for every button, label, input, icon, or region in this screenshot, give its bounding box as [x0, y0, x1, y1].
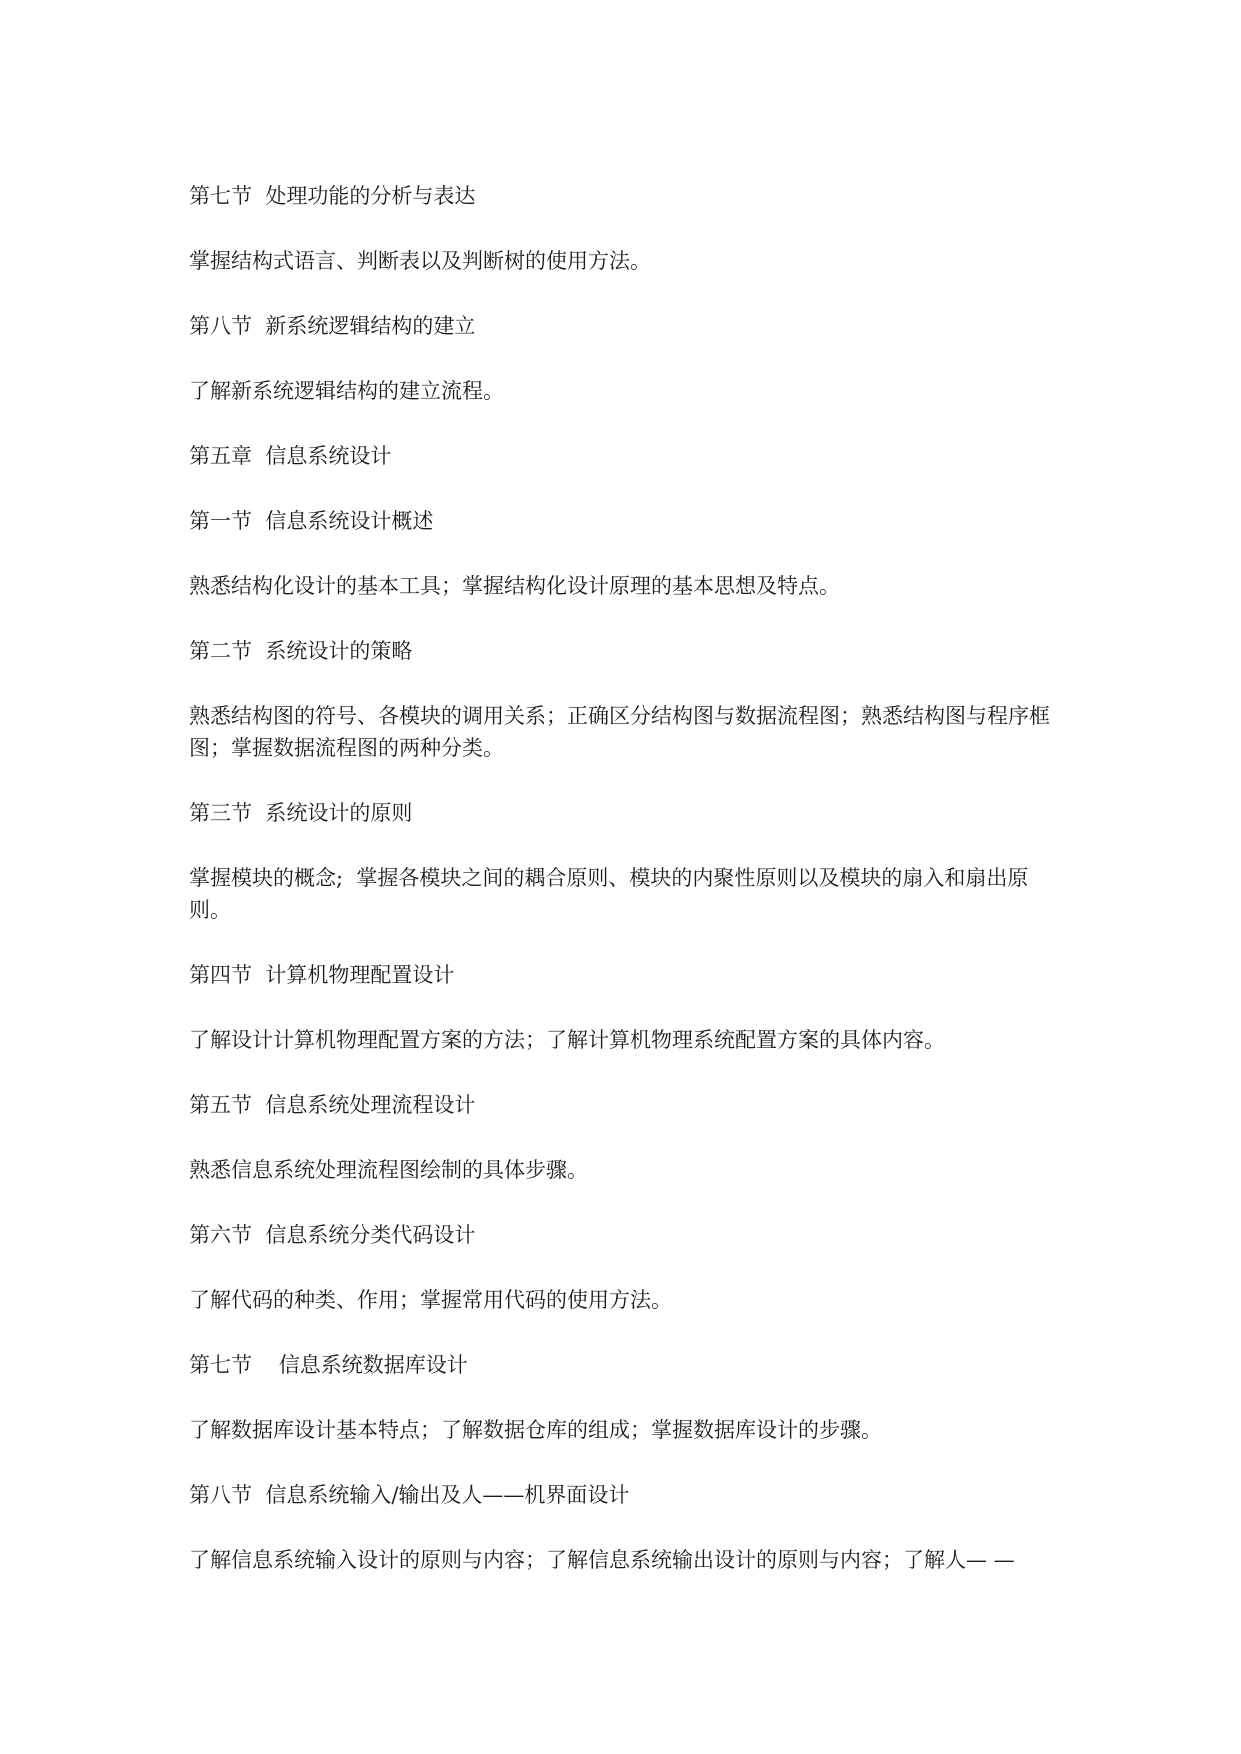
- section-heading: 第八节 信息系统输入/输出及人——机界面设计: [189, 1483, 630, 1507]
- section-heading: 第八节 新系统逻辑结构的建立: [189, 314, 476, 338]
- paragraph: 熟悉结构图的符号、各模块的调用关系；正确区分结构图与数据流程图；熟悉结构图与程序框图；掌握数据流程图的两种分类。: [189, 704, 1050, 760]
- paragraph: 了解数据库设计基本特点；了解数据仓库的组成；掌握数据库设计的步骤。: [189, 1418, 882, 1442]
- section-heading: 第七节 信息系统数据库设计: [189, 1353, 468, 1377]
- paragraph: 熟悉信息系统处理流程图绘制的具体步骤。: [189, 1158, 588, 1182]
- section-heading: 第二节 系统设计的策略: [189, 639, 413, 663]
- section-heading: 第一节 信息系统设计概述: [189, 509, 434, 533]
- paragraph: 了解设计计算机物理配置方案的方法；了解计算机物理系统配置方案的具体内容。: [189, 1028, 945, 1052]
- paragraph: 熟悉结构化设计的基本工具；掌握结构化设计原理的基本思想及特点。: [189, 574, 840, 598]
- document-body: [189, 180, 1059, 1609]
- paragraph: 了解代码的种类、作用；掌握常用代码的使用方法。: [189, 1288, 672, 1312]
- section-heading: 第七节 处理功能的分析与表达: [189, 184, 476, 208]
- section-heading: 第五节 信息系统处理流程设计: [189, 1093, 476, 1117]
- paragraph: 了解信息系统输入设计的原则与内容；了解信息系统输出设计的原则与内容；了解人— —: [189, 1548, 1015, 1572]
- section-heading: 第四节 计算机物理配置设计: [189, 963, 455, 987]
- section-heading: 第三节 系统设计的原则: [189, 801, 413, 825]
- section-heading: 第六节 信息系统分类代码设计: [189, 1223, 476, 1247]
- paragraph: 掌握结构式语言、判断表以及判断树的使用方法。: [189, 249, 651, 273]
- paragraph: 掌握模块的概念; 掌握各模块之间的耦合原则、模块的内聚性原则以及模块的扇入和扇出原则。: [189, 866, 1029, 922]
- paragraph: 了解新系统逻辑结构的建立流程。: [189, 379, 504, 403]
- chapter-heading: 第五章 信息系统设计: [189, 444, 392, 468]
